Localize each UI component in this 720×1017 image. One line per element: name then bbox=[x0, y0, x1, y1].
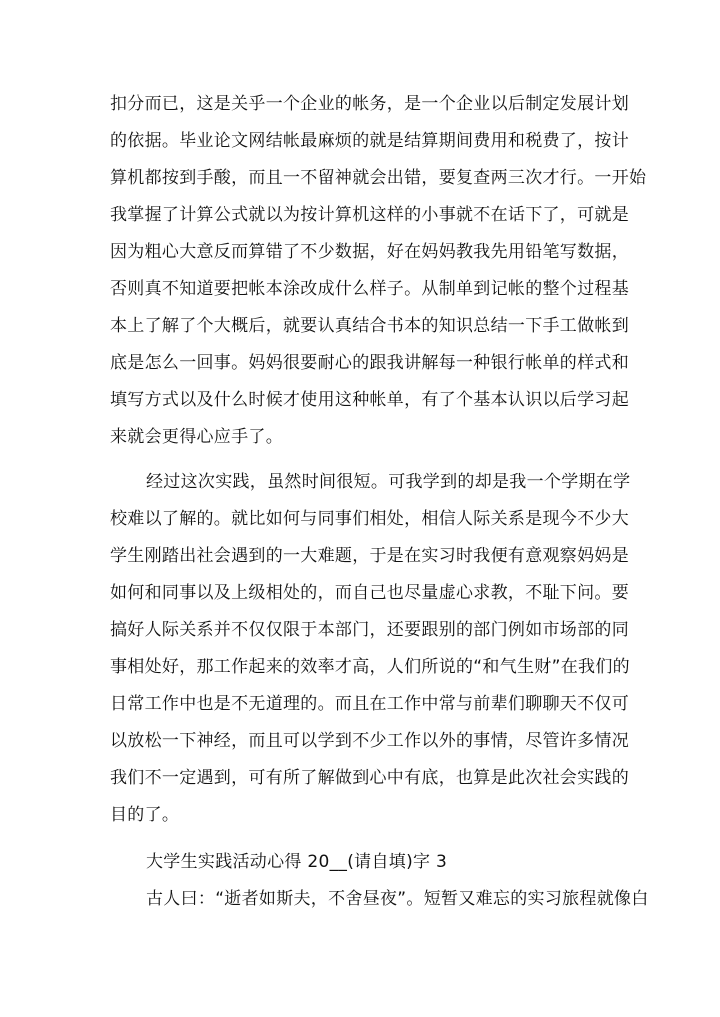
text-line: 否则真不知道要把帐本涂改成什么样子。从制单到记帐的整个过程基 bbox=[110, 279, 629, 299]
text-line: 我们不一定遇到，可有所了解做到心中有底，也算是此次社会实践的 bbox=[110, 768, 629, 788]
text-line: 目的了。 bbox=[110, 805, 180, 825]
text-line: 校难以了解的。就比如何与同事们相处，相信人际关系是现今不少大 bbox=[110, 509, 629, 529]
text-line: 如何和同事以及上级相处的，而自己也尽量虚心求教，不耻下问。要 bbox=[110, 583, 629, 603]
text-line: 本上了解了个大概后，就要认真结合书本的知识总结一下手工做帐到 bbox=[110, 316, 629, 336]
text-line: 日常工作中也是不无道理的。而且在工作中常与前辈们聊聊天不仅可 bbox=[110, 694, 629, 714]
section-heading: 大学生实践活动心得 20__(请自填)字 3 bbox=[146, 852, 448, 872]
text-line: 学生刚踏出社会遇到的一大难题，于是在实习时我便有意观察妈妈是 bbox=[110, 546, 629, 566]
text-line: 底是怎么一回事。妈妈很要耐心的跟我讲解每一种银行帐单的样式和 bbox=[110, 353, 629, 373]
text-line: 以放松一下神经，而且可以学到不少工作以外的事情，尽管许多情况 bbox=[110, 731, 629, 751]
text-line: 事相处好，那工作起来的效率才高，人们所说的“和气生财”在我们的 bbox=[110, 657, 630, 677]
text-line: 来就会更得心应手了。 bbox=[110, 427, 283, 447]
text-line: 古人曰：“逝者如斯夫，不舍昼夜”。短暂又难忘的实习旅程就像白 bbox=[146, 889, 649, 909]
text-line: 的依据。毕业论文网结帐最麻烦的就是结算期间费用和税费了，按计 bbox=[110, 131, 629, 151]
text-line: 因为粗心大意反而算错了不少数据，好在妈妈教我先用铅笔写数据， bbox=[110, 242, 629, 262]
text-line: 经过这次实践，虽然时间很短。可我学到的却是我一个学期在学 bbox=[146, 472, 631, 492]
text-line: 我掌握了计算公式就以为按计算机这样的小事就不在话下了，可就是 bbox=[110, 205, 629, 225]
text-line: 填写方式以及什么时候才使用这种帐单，有了个基本认识以后学习起 bbox=[110, 390, 629, 410]
text-line: 算机都按到手酸，而且一不留神就会出错，要复查两三次才行。一开始 bbox=[110, 168, 647, 188]
text-line: 扣分而已，这是关乎一个企业的帐务，是一个企业以后制定发展计划 bbox=[110, 94, 629, 114]
text-line: 搞好人际关系并不仅仅限于本部门，还要跟别的部门例如市场部的同 bbox=[110, 620, 629, 640]
